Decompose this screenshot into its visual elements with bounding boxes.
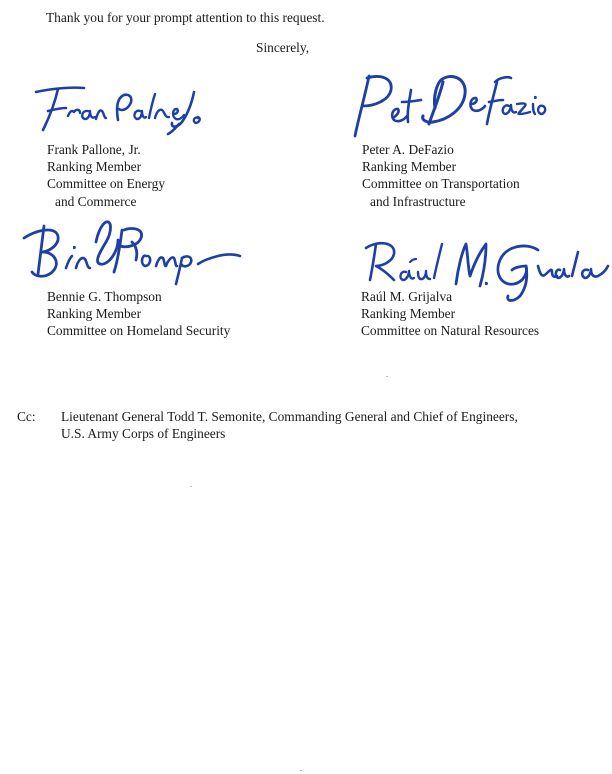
signatory-title: Ranking Member — [47, 159, 142, 175]
signature-block-defazio — [362, 141, 520, 210]
signatory-committee: Committee on Natural Resources — [361, 323, 540, 339]
signature-thompson — [14, 212, 244, 292]
signatory-title: Ranking Member — [47, 306, 142, 322]
closing-line: Thank you for your prompt attention to this request. — [46, 10, 325, 25]
signatory-committee-cont: and Infrastructure — [370, 193, 466, 209]
signatory-committee: Committee on Homeland Security — [47, 323, 231, 339]
scan-speck — [300, 770, 302, 771]
signatory-committee: Committee on Transportation — [362, 176, 520, 192]
signatory-committee-cont: and Commerce — [55, 193, 137, 209]
cc-recipient-line2: U.S. Army Corps of Engineers — [61, 426, 226, 441]
scan-speck — [190, 486, 192, 487]
signatory-name: Frank Pallone, Jr. — [47, 142, 141, 157]
signature-pallone — [24, 78, 194, 146]
signatory-title: Ranking Member — [362, 159, 457, 175]
signature-block-grijalva — [361, 288, 539, 340]
signatory-committee: Committee on Energy — [47, 176, 166, 192]
signatory-title: Ranking Member — [361, 306, 456, 322]
signature-defazio — [347, 68, 547, 148]
signatory-name: Peter A. DeFazio — [362, 142, 454, 157]
signature-block-thompson — [47, 288, 230, 340]
signatory-name: Raúl M. Grijalva — [361, 289, 453, 304]
signature-block-pallone — [47, 141, 165, 210]
scan-speck — [386, 376, 388, 377]
signatory-name: Bennie G. Thompson — [47, 289, 162, 304]
valediction: Sincerely, — [256, 40, 310, 55]
cc-recipient-line1: Lieutenant General Todd T. Semonite, Commanding General and Chief of Engineers, — [61, 409, 518, 424]
cc-label: Cc: — [17, 409, 36, 424]
